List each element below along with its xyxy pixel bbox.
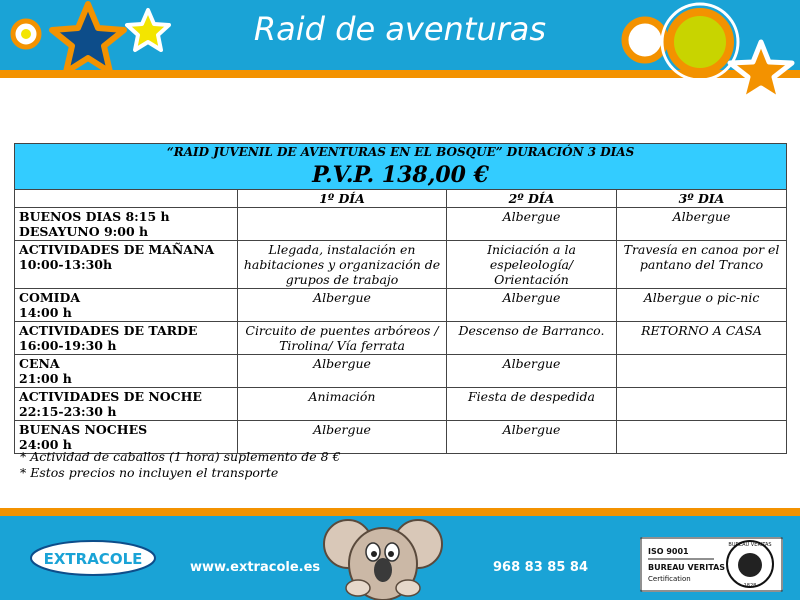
table-cell: Albergue: [617, 208, 787, 241]
svg-text:ISO 9001: ISO 9001: [648, 547, 689, 556]
row-label: BUENAS NOCHES 24:00 h: [15, 421, 238, 454]
bureau-veritas-logo: [640, 537, 783, 592]
table-cell: Travesía en canoa por el pantano del Tranco: [617, 241, 787, 289]
table-cell: Albergue: [447, 421, 617, 454]
extracole-logo: [28, 536, 158, 580]
day-2-header: 2º DÍA: [447, 190, 617, 208]
orange-star-icon: [722, 38, 800, 110]
table-cell: [617, 421, 787, 454]
table-cell: Descenso de Barranco.: [447, 322, 617, 355]
table-row: [15, 241, 787, 289]
svg-text:EXTRACOLE: EXTRACOLE: [43, 550, 143, 568]
table-cell: Circuito de puentes arbóreos / Tirolina/ Vía ferrata: [238, 322, 447, 355]
day-header-row: [15, 190, 787, 208]
svg-text:BUREAU VERITAS: BUREAU VERITAS: [648, 563, 726, 572]
table-cell: Albergue: [238, 289, 447, 322]
header-bar: [0, 0, 800, 78]
certification-logo: [640, 537, 783, 592]
table-cell: RETORNO A CASA: [617, 322, 787, 355]
table-row: [15, 388, 787, 421]
table-cell: Llegada, instalación en habitaciones y organización de grupos de trabajo: [238, 241, 447, 289]
table-row: [15, 208, 787, 241]
empty-header-cell: [15, 190, 238, 208]
table-cell: Fiesta de despedida: [447, 388, 617, 421]
row-label: ACTIVIDADES DE MAÑANA 10:00-13:30h: [15, 241, 238, 289]
table-row: [15, 289, 787, 322]
price-label: P.V.P. 138,00 €: [15, 161, 787, 190]
row-label: BUENOS DIAS 8:15 h DESAYUNO 9:00 h: [15, 208, 238, 241]
svg-text:Certification: Certification: [648, 575, 691, 583]
table-cell: Albergue o pic-nic: [617, 289, 787, 322]
table-cell: Albergue: [238, 355, 447, 388]
koala-mascot-icon: [318, 508, 448, 600]
notes: [20, 449, 341, 481]
row-label: ACTIVIDADES DE NOCHE 22:15-23:30 h: [15, 388, 238, 421]
table-cell: Albergue: [238, 421, 447, 454]
table-caption: “RAID JUVENIL DE AVENTURAS EN EL BOSQUE” DURACIÓN 3 DIAS: [15, 144, 787, 162]
table-cell: Albergue: [447, 208, 617, 241]
table-cell: Animación: [238, 388, 447, 421]
phone-number: 968 83 85 84: [493, 560, 588, 575]
website-link[interactable]: www.extracole.es: [190, 560, 321, 575]
table-row: [15, 322, 787, 355]
price-row: [15, 161, 787, 190]
note-transport: * Estos precios no incluyen el transporte: [20, 465, 279, 480]
caption-row: [15, 144, 787, 162]
note-horse: * Actividad de caballos (1 hora) suplemento de 8 €: [20, 449, 341, 464]
svg-text:BUREAU VERITAS: BUREAU VERITAS: [728, 542, 772, 548]
row-label: COMIDA 14:00 h: [15, 289, 238, 322]
table-cell: Albergue: [447, 355, 617, 388]
table-cell: Albergue: [447, 289, 617, 322]
table-cell: [617, 355, 787, 388]
table-cell: Iniciación a la espeleología/ Orientación: [447, 241, 617, 289]
row-label: CENA 21:00 h: [15, 355, 238, 388]
page-title: Raid de aventuras: [253, 10, 547, 48]
table-cell: [238, 208, 447, 241]
svg-text:1828: 1828: [743, 583, 757, 589]
row-label: ACTIVIDADES DE TARDE 16:00-19:30 h: [15, 322, 238, 355]
table-row: [15, 355, 787, 388]
day-3-header: 3º DIA: [617, 190, 787, 208]
table-cell: [617, 388, 787, 421]
day-1-header: 1º DÍA: [238, 190, 447, 208]
schedule-table: [14, 143, 787, 454]
